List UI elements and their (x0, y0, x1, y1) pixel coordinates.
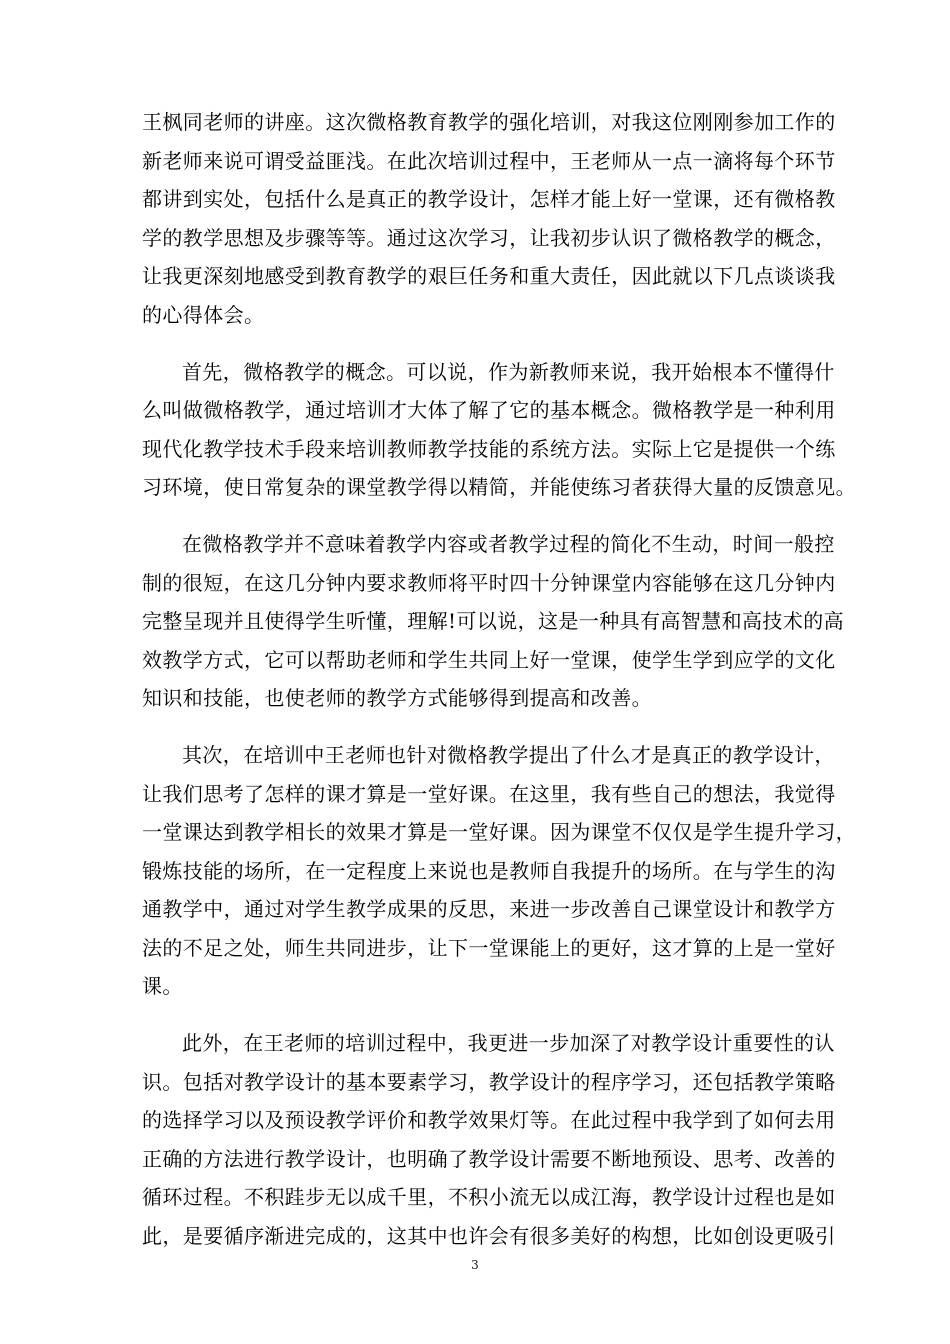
paragraph-line: 一堂课达到教学相长的效果才算是一堂好课。因为课堂不仅仅是学生提升学习， (142, 820, 856, 844)
paragraph-line: 的选择学习以及预设教学评价和教学效果灯等。在此过程中我学到了如何去用 (142, 1108, 836, 1132)
paragraph-line: 锻炼技能的场所，在一定程度上来说也是教师自我提升的场所。在与学生的沟 (142, 859, 836, 883)
paragraph-line: 在微格教学并不意味着教学内容或者教学过程的简化不生动，时间一般控 (182, 532, 835, 556)
paragraph-line: 识。包括对教学设计的基本要素学习，教学设计的程序学习，还包括教学策略 (142, 1070, 836, 1094)
paragraph-line: 正确的方法进行教学设计，也明确了教学设计需要不断地预设、思考、改善的 (142, 1147, 836, 1171)
paragraph-line: 完整呈现并且使得学生听懂，理解!可以说，这是一种具有高智慧和高技术的高 (142, 609, 845, 633)
paragraph-line: 此，是要循序渐进完成的，这其中也许会有很多美好的构想，比如创设更吸引 (142, 1224, 836, 1248)
paragraph-line: 知识和技能，也使老师的教学方式能够得到提高和改善。 (142, 686, 652, 710)
paragraph-line: 让我更深刻地感受到教育教学的艰巨任务和重大责任，因此就以下几点谈谈我 (142, 264, 836, 288)
paragraph-line: 新老师来说可谓受益匪浅。在此次培训过程中，王老师从一点一滴将每个环节 (142, 149, 836, 173)
paragraph-line: 么叫做微格教学，通过培训才大体了解了它的基本概念。微格教学是一种利用 (142, 398, 836, 422)
paragraph-line: 习环境，使日常复杂的课堂教学得以精简，并能使练习者获得大量的反馈意见。 (142, 475, 856, 499)
paragraph-line: 让我们思考了怎样的课才算是一堂好课。在这里，我有些自己的想法，我觉得 (142, 782, 836, 806)
paragraph-line: 其次，在培训中王老师也针对微格教学提出了什么才是真正的教学设计， (182, 743, 835, 767)
paragraph-line: 王枫同老师的讲座。这次微格教育教学的强化培训，对我这位刚刚参加工作的 (142, 110, 836, 134)
paragraph-line: 法的不足之处，师生共同进步，让下一堂课能上的更好，这才算的上是一堂好 (142, 936, 836, 960)
paragraph-line: 通教学中，通过对学生教学成果的反思，来进一步改善自己课堂设计和教学方 (142, 897, 836, 921)
page-number: 3 (471, 1258, 479, 1272)
paragraph-line: 循环过程。不积跬步无以成千里，不积小流无以成江海，教学设计过程也是如 (142, 1185, 836, 1209)
paragraph-line: 此外，在王老师的培训过程中，我更进一步加深了对教学设计重要性的认 (182, 1031, 835, 1055)
paragraph-line: 首先，微格教学的概念。可以说，作为新教师来说，我开始根本不懂得什 (182, 360, 835, 384)
paragraph-line: 课。 (142, 974, 183, 998)
paragraph-line: 学的教学思想及步骤等等。通过这次学习，让我初步认识了微格教学的概念， (142, 226, 836, 250)
paragraph-line: 效教学方式，它可以帮助老师和学生共同上好一堂课，使学生学到应学的文化 (142, 648, 836, 672)
paragraph-line: 制的很短，在这几分钟内要求教师将平时四十分钟课堂内容能够在这几分钟内 (142, 571, 836, 595)
paragraph-line: 现代化教学技术手段来培训教师教学技能的系统方法。实际上它是提供一个练 (142, 437, 836, 461)
paragraph-line: 都讲到实处，包括什么是真正的教学设计，怎样才能上好一堂课，还有微格教 (142, 187, 836, 211)
paragraph-line: 的心得体会。 (142, 303, 265, 327)
